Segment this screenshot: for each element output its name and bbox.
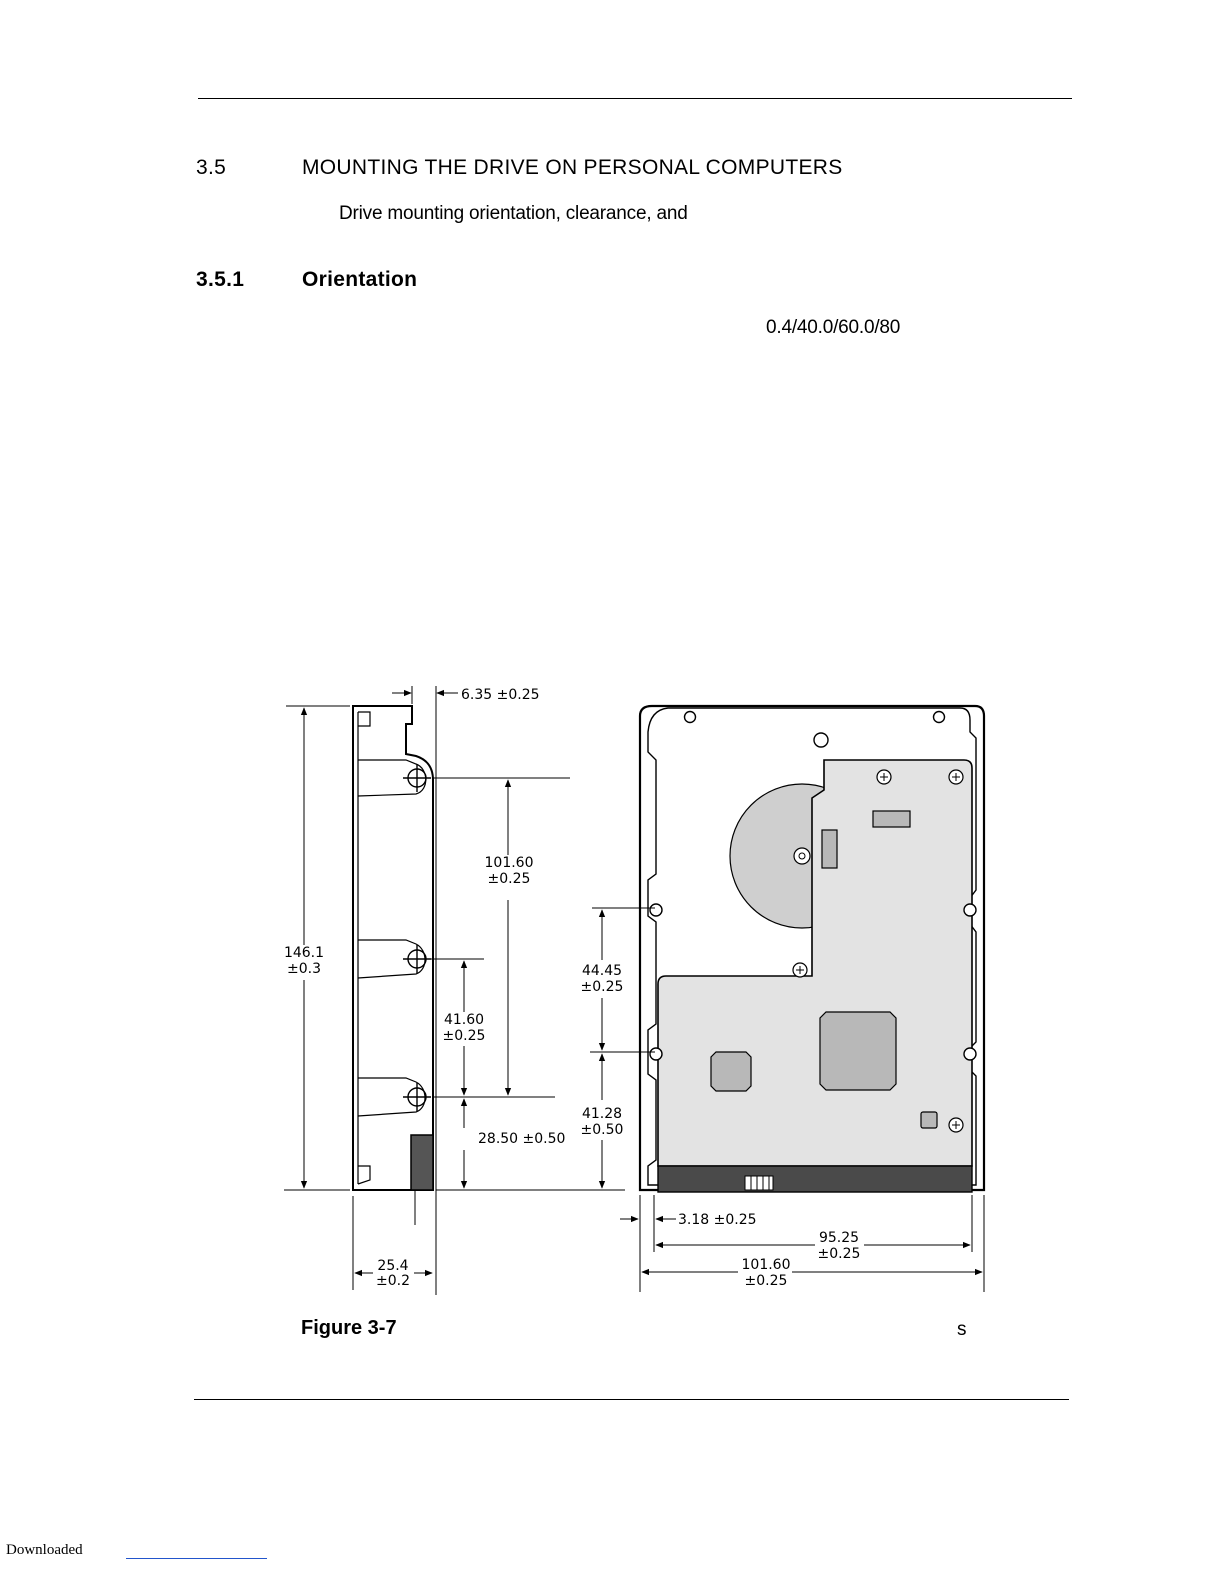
dim-25-4: 25.4 xyxy=(377,1258,409,1274)
section-title: MOUNTING THE DRIVE ON PERSONAL COMPUTERS xyxy=(302,156,843,179)
dim-101-60-vertical: 101.60 xyxy=(484,855,534,871)
dim-101-60-horizontal: 101.60 xyxy=(741,1257,791,1273)
section-number: 3.5 xyxy=(196,156,227,179)
dim-6-35: 6.35 ±0.25 xyxy=(461,687,540,703)
figure-caption-tail: s xyxy=(957,1319,967,1340)
footer-rule xyxy=(194,1399,1069,1400)
dim-41-28-tol: ±0.50 xyxy=(580,1122,624,1138)
dim-44-45-tol: ±0.25 xyxy=(580,979,624,995)
side-view-dimensions xyxy=(284,686,625,1295)
side-view-connector xyxy=(411,1135,433,1190)
dim-146-1-tol: ±0.3 xyxy=(287,961,321,977)
dim-3-18: 3.18 ±0.25 xyxy=(678,1212,757,1228)
figure-caption-label: Figure 3-7 xyxy=(301,1317,397,1339)
footer-link-underline[interactable] xyxy=(126,1558,267,1559)
dim-41-60: 41.60 xyxy=(443,1012,485,1028)
dim-41-60-tol: ±0.25 xyxy=(442,1028,486,1044)
section-intro: Drive mounting orientation, clearance, and xyxy=(339,203,688,224)
dim-28-50: 28.50 ±0.50 xyxy=(478,1131,566,1147)
dim-101-60-horizontal-tol: ±0.25 xyxy=(744,1273,788,1289)
dim-146-1: 146.1 xyxy=(283,945,325,961)
dim-44-45: 44.45 xyxy=(581,963,623,979)
dim-41-28: 41.28 xyxy=(581,1106,623,1122)
top-view-drawing xyxy=(640,706,984,1192)
side-view-holes xyxy=(403,764,431,1111)
dim-95-25-tol: ±0.25 xyxy=(817,1246,861,1262)
subsection-number: 3.5.1 xyxy=(196,268,245,291)
dim-95-25: 95.25 xyxy=(818,1230,860,1246)
dim-101-60-vertical-tol: ±0.25 xyxy=(487,871,531,887)
downloaded-footer: Downloaded xyxy=(6,1542,83,1558)
subsection-title: Orientation xyxy=(302,268,418,291)
dim-25-4-tol: ±0.2 xyxy=(376,1273,410,1289)
subsection-models: 0.4/40.0/60.0/80 xyxy=(766,317,901,338)
